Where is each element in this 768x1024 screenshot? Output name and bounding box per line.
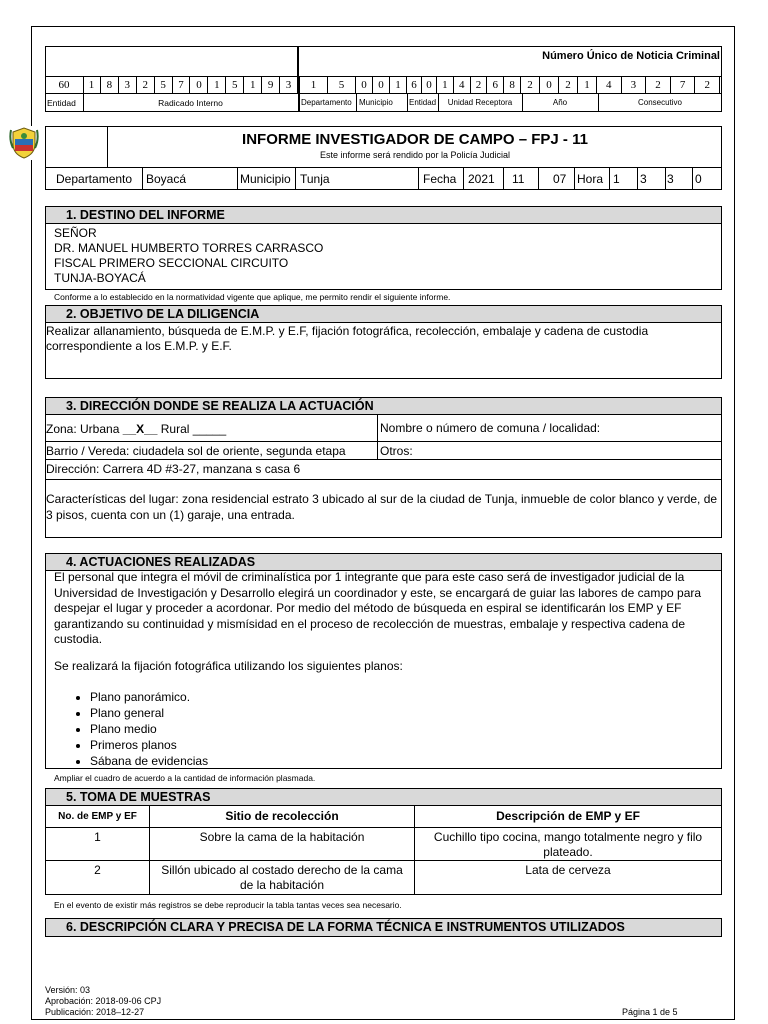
section-1-note: Conforme a lo establecido en la normatividad vigente que aplique, me permito rendir el siguiente informe. bbox=[54, 292, 451, 302]
row-1-desc: Cuchillo tipo cocina, mango totalmente negro y filo plateado. bbox=[415, 827, 722, 860]
unidad-digit: 8 bbox=[504, 76, 521, 94]
col-header-sitio: Sitio de recolección bbox=[150, 806, 415, 827]
unidad-digit: 4 bbox=[454, 76, 471, 94]
destino-line-3: FISCAL PRIMERO SECCIONAL CIRCUITO bbox=[54, 256, 289, 270]
row-2-desc: Lata de cerveza bbox=[415, 860, 722, 894]
form-subtitle: Este informe será rendido por la Policía Judicial bbox=[319, 150, 511, 160]
section-2-title-text: 2. OBJETIVO DE LA DILIGENCIA bbox=[66, 307, 260, 321]
plano-item: • Plano general bbox=[90, 705, 208, 721]
footer-version: Versión: 03 bbox=[45, 985, 91, 995]
barrio-field: Barrio / Vereda: ciudadela sol de oriente, segunda etapa bbox=[46, 444, 346, 458]
section-4-note: Ampliar el cuadro de acuerdo a la cantidad de información plasmada. bbox=[54, 773, 316, 783]
label-radicado: Radicado Interno bbox=[158, 98, 223, 108]
section-3-title-text: 3. DIRECCIÓN DONDE SE REALIZA LA ACTUACIÓN bbox=[66, 399, 374, 413]
label-anio: Año bbox=[552, 98, 568, 107]
table-row bbox=[46, 827, 722, 860]
consecutivo-digit: 7 bbox=[671, 76, 696, 94]
anio-digit: 2 bbox=[559, 76, 578, 94]
section-5-note: En el evento de existir más registros se debe reproducir la tabla tantas veces sea necesario. bbox=[54, 900, 402, 910]
radicado-digit: 2 bbox=[137, 76, 155, 94]
section-6-title-text: 6. DESCRIPCIÓN CLARA Y PRECISA DE LA FORMA TÉCNICA E INSTRUMENTOS UTILIZADOS bbox=[66, 920, 625, 934]
zona-rural: Rural _____ bbox=[157, 422, 227, 436]
anio-digit: 1 bbox=[578, 76, 597, 94]
entidad2-digit: 0 bbox=[422, 76, 437, 94]
radicado-digit: 1 bbox=[208, 76, 226, 94]
label-entidad-2: Entidad bbox=[409, 98, 437, 107]
radicado-digit: 3 bbox=[280, 76, 298, 94]
footer-page-number: Página 1 de 5 bbox=[622, 1007, 678, 1017]
plano-item: • Primeros planos bbox=[90, 737, 208, 753]
section-5-title-text: 5. TOMA DE MUESTRAS bbox=[66, 790, 211, 804]
departamento-label: Departamento bbox=[56, 172, 133, 186]
hora-digit-2: 3 bbox=[640, 172, 647, 186]
col-header-no: No. de EMP y EF bbox=[46, 806, 150, 827]
radicado-digit: 1 bbox=[244, 76, 262, 94]
label-unidad: Unidad Receptora bbox=[447, 98, 513, 107]
hora-digit-1: 1 bbox=[613, 172, 620, 186]
radicado-digit: 5 bbox=[226, 76, 244, 94]
departamento-value: Boyacá bbox=[146, 172, 187, 186]
label-entidad: Entidad bbox=[47, 98, 76, 108]
radicado-digits bbox=[83, 76, 298, 94]
section-2-title bbox=[45, 305, 722, 323]
zona-prefix: Zona: Urbana bbox=[46, 422, 123, 436]
hora-digit-4: 0 bbox=[695, 172, 702, 186]
fecha-month: 11 bbox=[512, 172, 525, 186]
section-6-title bbox=[45, 918, 722, 937]
label-municipio: Municipio bbox=[359, 98, 393, 107]
zona-urbana-mark: __X__ bbox=[122, 422, 158, 436]
municipio-digit: 1 bbox=[390, 76, 407, 94]
section-3-title bbox=[45, 397, 722, 415]
radicado-digit: 7 bbox=[173, 76, 191, 94]
row-2-no: 2 bbox=[46, 860, 150, 894]
noticia-right-digits bbox=[300, 76, 722, 94]
consecutivo-digit: 3 bbox=[622, 76, 647, 94]
entidad2-digit: 6 bbox=[407, 76, 422, 94]
plano-item: • Plano medio bbox=[90, 721, 208, 737]
otros-field: Otros: bbox=[380, 444, 413, 458]
municipio-digit: 0 bbox=[373, 76, 390, 94]
label-departamento: Departamento bbox=[301, 98, 352, 107]
planos-list bbox=[46, 689, 208, 769]
entidad-digits: 60 bbox=[58, 79, 70, 91]
section-1-title bbox=[45, 206, 722, 224]
row-1-sitio: Sobre la cama de la habitación bbox=[150, 827, 415, 860]
actuaciones-intro: Se realizará la fijación fotográfica utilizando los siguientes planos: bbox=[54, 659, 403, 673]
municipio-digit: 0 bbox=[356, 76, 373, 94]
row-1-no: 1 bbox=[46, 827, 150, 860]
anio-digit: 2 bbox=[521, 76, 540, 94]
objetivo-text: Realizar allanamiento, búsqueda de E.M.P. y E.F, fijación fotográfica, recolección, embalaje y cadena de custodia correspondiente a los E.M.P. y E.F. bbox=[46, 324, 649, 353]
fecha-day: 07 bbox=[553, 172, 567, 186]
destino-line-1: SEÑOR bbox=[54, 226, 97, 240]
consecutivo-digit: 2 bbox=[646, 76, 671, 94]
muestras-table bbox=[45, 806, 722, 895]
form-title: INFORME INVESTIGADOR DE CAMPO – FPJ - 11 bbox=[242, 131, 588, 148]
zona-field bbox=[46, 422, 226, 436]
noticia-title: Número Único de Noticia Criminal bbox=[542, 50, 720, 62]
section-4-title-text: 4. ACTUACIONES REALIZADAS bbox=[66, 555, 256, 569]
caracteristicas-field: Características del lugar: zona residencial estrato 3 ubicado al sur de la ciudad de Tunja, inmueble de color blanco y verde, de 3 pisos, cuenta con un (1) garaje, una entrada. bbox=[46, 492, 718, 522]
plano-item: • Sábana de evidencias bbox=[90, 753, 208, 769]
radicado-digit: 9 bbox=[262, 76, 280, 94]
depto-digit: 1 bbox=[300, 76, 328, 94]
plano-item: • Plano panorámico. bbox=[90, 689, 208, 705]
actuaciones-paragraph: El personal que integra el móvil de criminalística por 1 integrante que para este caso será de investigador judicial de la Universidad de Investigación y Desarrollo elegirá un coordinador y este, se encargará de guiar las labores de campo para despejar el lugar y proceder a acordonar. Por medio del método de búsqueda en espiral se identificarán los EMP y EF garantizando su continuidad y mismísidad en el proceso de recolección de muestras, embalaje y respectiva cadena de custodia. bbox=[54, 570, 702, 646]
fecha-year: 2021 bbox=[468, 172, 495, 186]
radicado-digit: 8 bbox=[101, 76, 119, 94]
destino-line-4: TUNJA-BOYACÁ bbox=[54, 271, 146, 285]
hora-label: Hora bbox=[577, 172, 604, 186]
unidad-digit: 1 bbox=[437, 76, 454, 94]
radicado-digit: 1 bbox=[83, 76, 101, 94]
row-2-sitio: Sillón ubicado al costado derecho de la cama de la habitación bbox=[150, 860, 415, 894]
col-header-desc: Descripción de EMP y EF bbox=[415, 806, 722, 827]
radicado-digit: 5 bbox=[155, 76, 173, 94]
destino-line-2: DR. MANUEL HUMBERTO TORRES CARRASCO bbox=[54, 241, 324, 255]
municipio-label: Municipio bbox=[240, 172, 291, 186]
fecha-label: Fecha bbox=[423, 172, 457, 186]
depto-digit: 5 bbox=[328, 76, 356, 94]
section-5-title bbox=[45, 788, 722, 806]
hora-digit-3: 3 bbox=[667, 172, 674, 186]
unidad-digit: 6 bbox=[487, 76, 504, 94]
section-1-title-text: 1. DESTINO DEL INFORME bbox=[66, 208, 225, 222]
direccion-field: Dirección: Carrera 4D #3-27, manzana s casa 6 bbox=[46, 462, 301, 476]
fiscalia-logo-icon bbox=[9, 126, 39, 160]
comuna-label: Nombre o número de comuna / localidad: bbox=[380, 421, 601, 435]
section-4-title bbox=[45, 553, 722, 571]
label-consecutivo: Consecutivo bbox=[637, 98, 683, 107]
footer-publicacion: Publicación: 2018–12-27 bbox=[45, 1007, 145, 1017]
unidad-digit: 2 bbox=[471, 76, 488, 94]
consecutivo-digit: 2 bbox=[695, 76, 720, 94]
noticia-header bbox=[45, 46, 722, 112]
footer-aprobacion: Aprobación: 2018-09-06 CPJ bbox=[45, 996, 162, 1006]
municipio-value: Tunja bbox=[300, 172, 330, 186]
radicado-digit: 3 bbox=[119, 76, 137, 94]
anio-digit: 0 bbox=[540, 76, 559, 94]
table-row bbox=[46, 860, 722, 894]
consecutivo-digit: 4 bbox=[597, 76, 622, 94]
radicado-digit: 0 bbox=[191, 76, 209, 94]
